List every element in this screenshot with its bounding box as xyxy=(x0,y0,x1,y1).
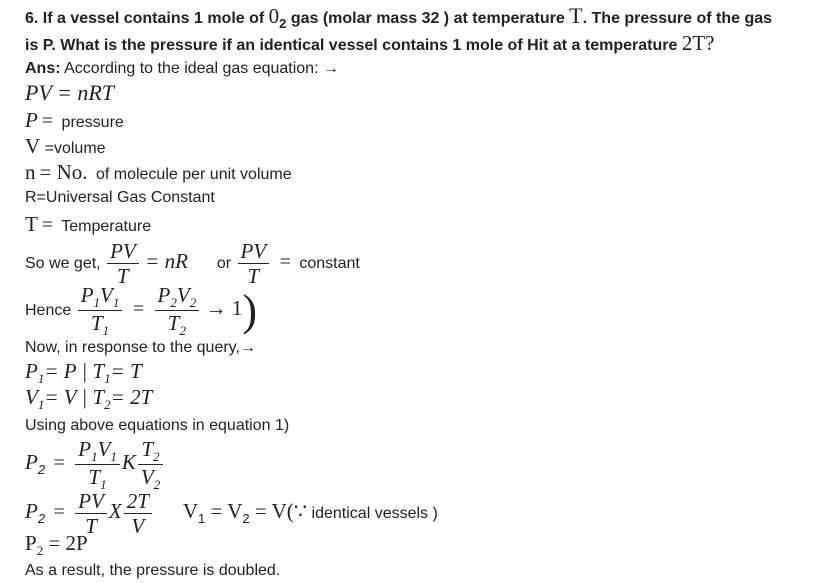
question-text: gas (molar mass 32 ) at temperature xyxy=(286,10,570,27)
question-mark: ? xyxy=(705,31,715,55)
equals-sign: = xyxy=(41,110,54,132)
fraction-p2v2-over-t2 xyxy=(155,284,200,337)
fraction-numerator: $T_2$ xyxy=(138,438,163,465)
fraction-denominator: V xyxy=(131,514,145,539)
identical-vessels-text: identical vessels ) xyxy=(307,505,438,522)
fraction-numerator: PV xyxy=(107,240,139,264)
question-text: 6. If a vessel contains 1 mole of xyxy=(25,10,269,27)
conclusion-text: As a result, the pressure is doubled. xyxy=(25,562,281,579)
definition-temperature xyxy=(25,214,151,237)
condition-1: $P_1= P$ | $T_1= T$ xyxy=(25,359,142,386)
equals-no: = No. xyxy=(39,160,88,184)
equals-sign: = xyxy=(41,214,54,236)
multiply-X: X xyxy=(108,499,122,523)
using-line: Using above equations in equation 1) xyxy=(25,417,290,434)
equals-sign: = xyxy=(53,452,65,474)
equals-sign: = xyxy=(279,251,291,273)
fraction-pv-over-t-2 xyxy=(238,240,270,287)
question-line-2 xyxy=(25,33,714,56)
multiply-K: K xyxy=(121,450,136,474)
fraction-t2-over-v2 xyxy=(138,438,163,491)
definition-text: pressure xyxy=(57,114,124,131)
fraction-denominator: $T_2$ xyxy=(167,311,186,339)
fraction-denominator: $T_1$ xyxy=(88,465,107,493)
definition-text: =volume xyxy=(40,140,106,157)
fraction-denominator: $V_2$ xyxy=(140,465,161,493)
fraction-numerator: PV xyxy=(238,240,270,264)
species-symbol: 0 xyxy=(268,4,280,28)
symbol-V: V xyxy=(25,134,41,158)
symbol-T: T xyxy=(25,212,38,236)
question-line-1 xyxy=(25,3,773,31)
definition-n xyxy=(25,162,292,185)
fraction-numerator: $P_1V_1$ xyxy=(78,284,123,311)
temperature-symbol: T xyxy=(569,3,583,28)
definition-R: R=Universal Gas Constant xyxy=(25,189,215,206)
answer-label: Ans: xyxy=(25,60,61,77)
or-text: or xyxy=(216,255,232,272)
fraction-pv-over-t xyxy=(107,240,139,287)
question-text: is P. What is the pressure if an identical vessel contains 1 mole of Hit at a temperature xyxy=(25,37,682,54)
definition-pressure xyxy=(25,110,124,133)
simplified-equation: $P_2$ = $\frac{PV}{T}$ X $\frac{2T}{V}$ $V_1 = V_2$ = V(∵ identical vessels ) xyxy=(25,489,438,539)
fraction-p1v1-over-t1 xyxy=(75,438,120,491)
fraction-numerator: 2T xyxy=(124,490,152,514)
fraction-numerator: $P_1V_1$ xyxy=(75,438,120,465)
equals-nR: = nR xyxy=(145,249,188,273)
right-paren: ) xyxy=(242,285,258,335)
so-we-get-line xyxy=(25,236,360,289)
question-text: . The pressure of the gas xyxy=(582,10,773,27)
fraction-numerator: PV xyxy=(75,490,107,514)
constant-text: constant xyxy=(294,255,360,272)
hence-text: Hence xyxy=(25,302,72,319)
definition-text: Temperature xyxy=(57,218,152,235)
equals-sign: = xyxy=(132,298,145,320)
definition-volume xyxy=(25,136,106,159)
answer-intro-text: According to the ideal gas equation: → xyxy=(60,60,339,77)
hence-line xyxy=(25,283,257,337)
ideal-gas-equation: PV = nRT xyxy=(25,80,114,105)
definition-text: of molecule per unit volume xyxy=(91,166,292,183)
symbol-n: n xyxy=(25,160,36,184)
symbol-P: P xyxy=(25,108,38,132)
answer-intro xyxy=(25,59,339,79)
fraction-numerator: $P_2V_2$ xyxy=(155,284,200,311)
fraction-denominator: T xyxy=(247,264,260,289)
now-line: Now, in response to the query,→ xyxy=(25,339,256,356)
final-result: $P_2 = 2P$ xyxy=(25,531,88,558)
fraction-p1v1-over-t1 xyxy=(78,284,123,337)
equals-sign: = xyxy=(53,501,65,523)
fraction-denominator: $T_1$ xyxy=(90,311,110,339)
so-we-get-text: So we get, xyxy=(25,255,101,272)
fraction-denominator: T xyxy=(85,514,97,539)
fraction-2t-over-v xyxy=(124,490,152,537)
condition-2: $V_1= V$ | $T_2= 2T$ xyxy=(25,385,153,412)
fraction-denominator: T xyxy=(117,264,129,289)
arrow-equation-1: → 1 xyxy=(205,296,243,320)
temperature-symbol: 2T xyxy=(681,31,706,55)
species-subscript: 2 xyxy=(279,16,287,31)
substitution-equation: $P_2$ = $\frac{P_1V_1}{T_1}$ K $\frac{T_2}{V_2}$ xyxy=(25,437,165,491)
